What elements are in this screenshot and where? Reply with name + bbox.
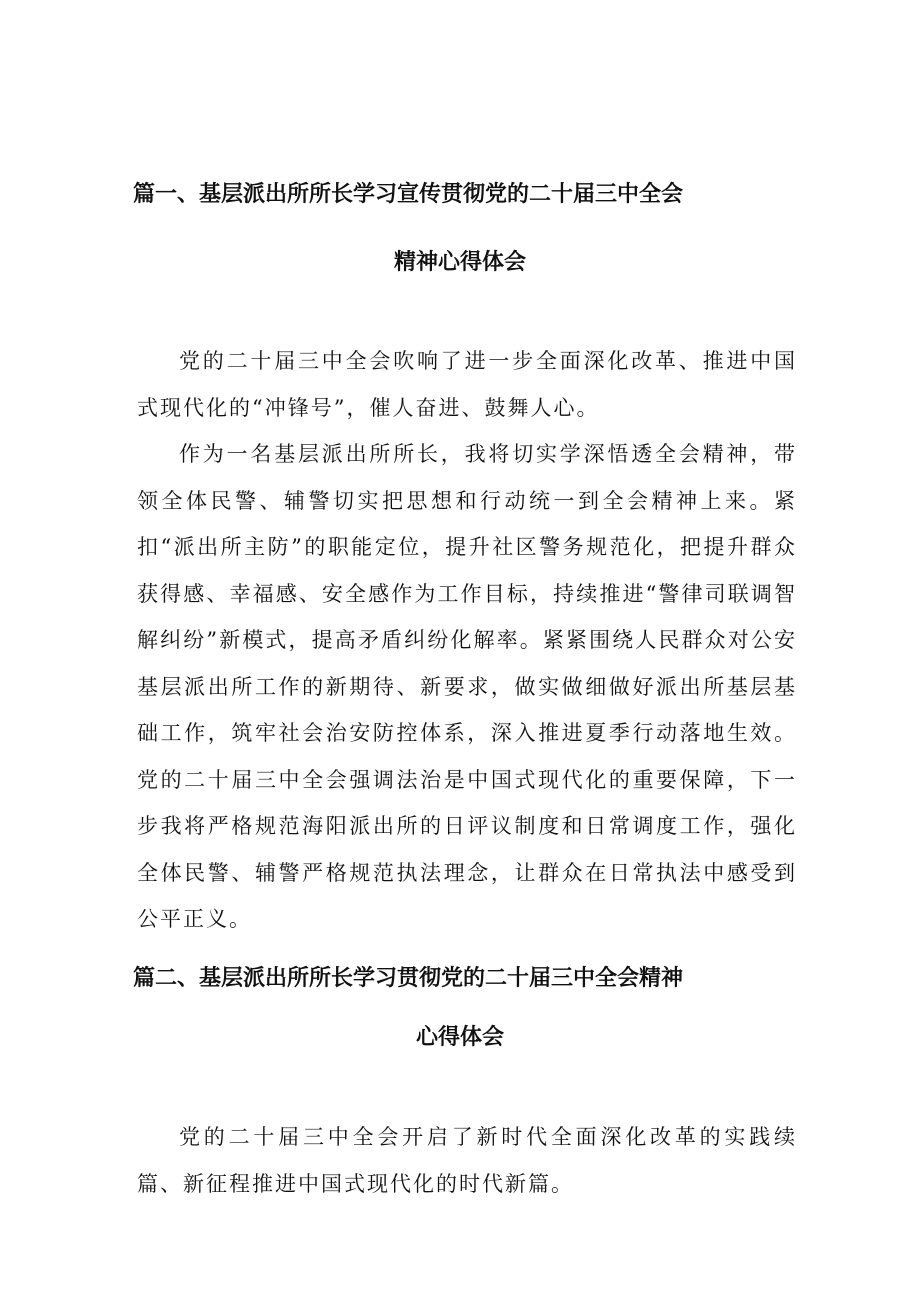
- section-1-heading-line1: 篇一、基层派出所所长学习宣传贯彻党的二十届三中全会: [133, 182, 684, 207]
- section-2-paragraph-1: 党的二十届三中全会开启了新时代全面深化改革的实践续篇、新征程推进中国式现代化的时代新篇。: [137, 1125, 797, 1196]
- section-1-paragraph-1: 党的二十届三中全会吹响了进一步全面深化改革、推进中国式现代化的“冲锋号”，催人奋进、鼓舞人心。: [137, 349, 797, 420]
- section-1-heading-line2: 精神心得体会: [393, 250, 526, 275]
- section-1-paragraph-2: 作为一名基层派出所所长，我将切实学深悟透全会精神，带领全体民警、辅警切实把思想和行动统一到全会精神上来。紧扣“派出所主防”的职能定位，提升社区警务规范化，把提升群众获得感、幸福感、安全感作为工作目标，持续推进“警律司联调智解纠纷”新模式，提高矛盾纠纷化解率。紧紧围绕人民群众对公安基层派出所工作的新期待、新要求，做实做细做好派出所基层基础工作，筑牢社会治安防控体系，深入推进夏季行动落地生效。党的二十届三中全会强调法治是中国式现代化的重要保障，下一步我将严格规范海阳派出所的日评议制度和日常调度工作，强化全体民警、辅警严格规范执法理念，让群众在日常执法中感受到公平正义。: [137, 442, 797, 931]
- section-2-heading-line2: 心得体会: [415, 1025, 504, 1050]
- section-2-heading-line1: 篇二、基层派出所所长学习贯彻党的二十届三中全会精神: [133, 966, 684, 991]
